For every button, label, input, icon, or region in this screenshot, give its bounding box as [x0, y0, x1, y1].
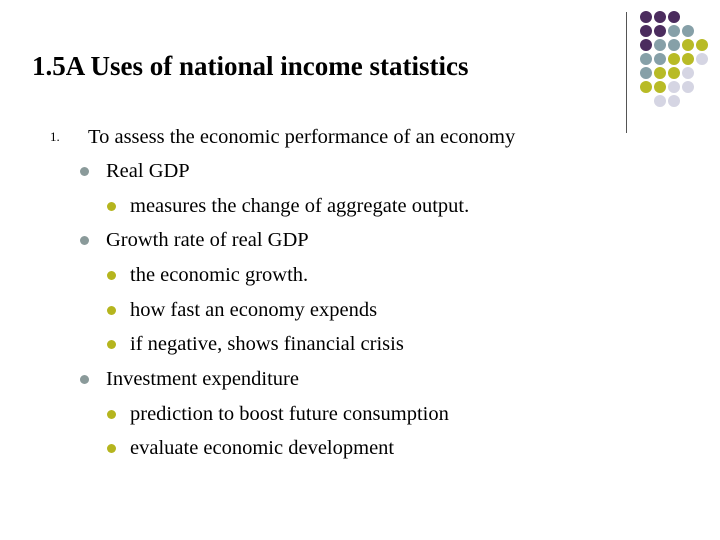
decorative-dot — [668, 25, 680, 37]
slide-title: 1.5A Uses of national income statistics — [32, 51, 469, 81]
decorative-dot — [668, 11, 680, 23]
decorative-dot — [654, 11, 666, 23]
decorative-divider-line — [626, 12, 627, 133]
decorative-dot — [654, 81, 666, 93]
decorative-dot — [682, 67, 694, 79]
decorative-dot — [682, 81, 694, 93]
bullet-icon — [80, 375, 89, 384]
decorative-dot — [654, 95, 666, 107]
section-heading: Investment expenditure — [106, 368, 299, 390]
bullet-icon — [107, 271, 116, 280]
section-heading: Growth rate of real GDP — [106, 229, 309, 251]
bullet-icon — [107, 340, 116, 349]
bullet-icon — [80, 167, 89, 176]
bullet-icon — [107, 410, 116, 419]
decorative-dot — [654, 39, 666, 51]
decorative-dot — [654, 67, 666, 79]
decorative-dot — [668, 95, 680, 107]
decorative-dot — [668, 81, 680, 93]
decorative-dot — [682, 25, 694, 37]
decorative-dot — [640, 81, 652, 93]
main-point-text: To assess the economic performance of an economy — [88, 126, 516, 148]
decorative-dot — [696, 53, 708, 65]
decorative-dot — [682, 53, 694, 65]
section-heading: Real GDP — [106, 160, 190, 182]
decorative-dot — [640, 39, 652, 51]
decorative-dot — [682, 39, 694, 51]
sub-point-text: prediction to boost future consumption — [130, 403, 449, 425]
decorative-dot — [640, 25, 652, 37]
sub-point-text: measures the change of aggregate output. — [130, 195, 470, 217]
decorative-dot — [640, 11, 652, 23]
decorative-dot — [654, 25, 666, 37]
decorative-dot — [668, 53, 680, 65]
item-number: 1. — [50, 129, 60, 144]
decorative-dot — [654, 53, 666, 65]
decorative-dot — [668, 39, 680, 51]
bullet-icon — [107, 306, 116, 315]
decorative-dot — [640, 67, 652, 79]
sub-point-text: the economic growth. — [130, 264, 309, 286]
decorative-dot — [668, 67, 680, 79]
decorative-dot — [640, 53, 652, 65]
bullet-icon — [80, 236, 89, 245]
sub-point-text: if negative, shows financial crisis — [130, 333, 404, 355]
bullet-icon — [107, 202, 116, 211]
bullet-icon — [107, 444, 116, 453]
sub-point-text: evaluate economic development — [130, 437, 395, 459]
decorative-dot — [696, 39, 708, 51]
sub-point-text: how fast an economy expends — [130, 299, 378, 321]
decorative-dot-grid — [640, 11, 720, 121]
